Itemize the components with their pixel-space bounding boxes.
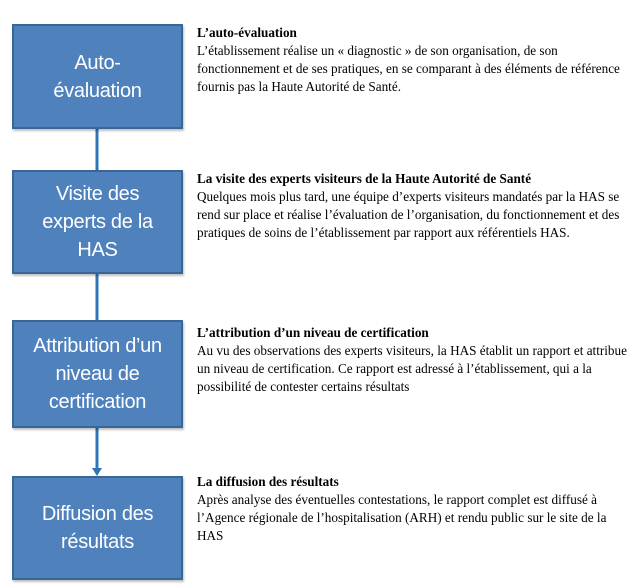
step-description-attribution-niveau [197, 324, 627, 396]
step-box-label: Auto- évaluation [53, 51, 142, 102]
step-box-label: Attribution d’un niveau de certification [33, 335, 162, 413]
step-text: L’établissement réalise un « diagnostic » de son organisation, de son fonctionnement et de ses pratiques, en se comparant à des éléments de référence fournis pas la Haute Autorité de Santé. [197, 43, 620, 94]
step-text: Après analyse des éventuelles contestations, le rapport complet est diffusé à l’Agence régionale de l’hospitalisation (ARH) et rendu public sur le site de la HAS [197, 492, 607, 543]
step-box-label: Diffusion des résultats [41, 503, 154, 553]
step-box-auto-evaluation [12, 24, 183, 129]
step-box-diffusion-resultats [12, 476, 183, 580]
step-title: L’attribution d’un niveau de certification [197, 325, 429, 340]
step-box-label: Visite des experts de la HAS [42, 183, 153, 261]
connector-3-4-arrowhead [92, 468, 102, 476]
step-box-visite-experts [12, 170, 183, 274]
step-title: La visite des experts visiteurs de la Haute Autorité de Santé [197, 171, 532, 186]
step-description-diffusion-resultats [197, 473, 627, 545]
step-title: L’auto-évaluation [197, 25, 297, 40]
step-box-attribution-niveau [12, 320, 183, 428]
step-text: Quelques mois plus tard, une équipe d’experts visiteurs mandatés par la HAS se rend sur place et réalise l’évaluation de l’organisation, du fonctionnement et des pratiques de soins de l’établissement par rapport aux référentiels HAS. [197, 189, 620, 240]
step-description-auto-evaluation [197, 24, 627, 96]
step-text: Au vu des observations des experts visiteurs, la HAS établit un rapport et attribue un niveau de certification. Ce rapport est adressé à l’établissement, qui a la possibilité de contester certains résultats [197, 343, 627, 394]
step-title: La diffusion des résultats [197, 474, 339, 489]
step-description-visite-experts [197, 170, 627, 242]
